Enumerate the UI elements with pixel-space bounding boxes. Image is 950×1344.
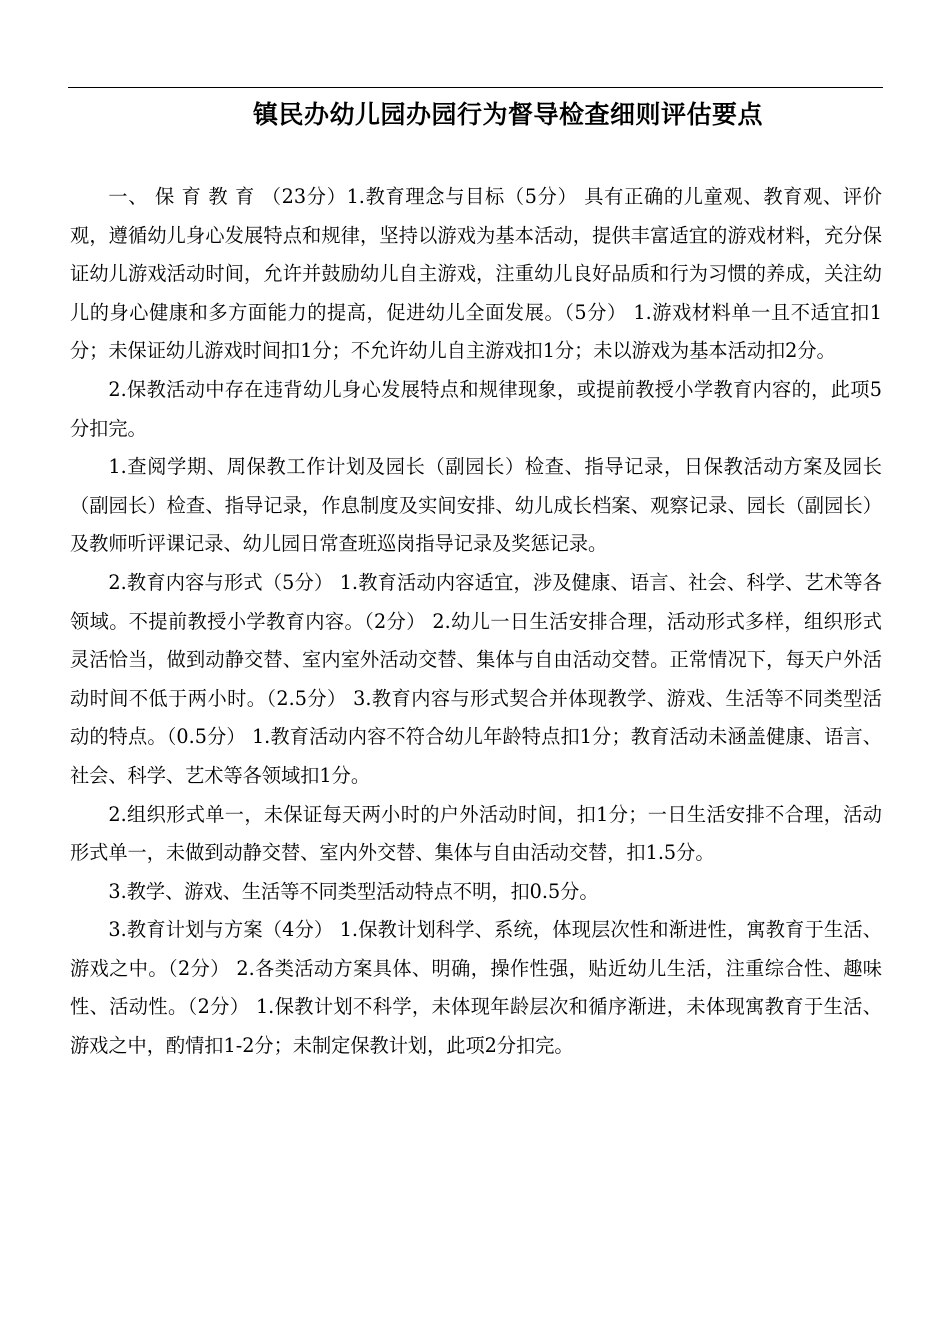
paragraph-activity-types-deduction: 3.教学、游戏、生活等不同类型活动特点不明，扣0.5分。 <box>108 879 599 903</box>
document-body <box>70 178 882 1066</box>
paragraph-inspection-records: 1.查阅学期、周保教工作计划及园长（副园长）检查、指导记录，日保教活动方案及园长（副园长）检查、指导记录，作息制度及实间安排、幼儿成长档案、观察记录、园长（副园长）及教师听评课记录、幼儿园日常查班巡岗指导记录及奖惩记录。 <box>70 455 882 556</box>
paragraph-organization-deduction: 2.组织形式单一，未保证每天两小时的户外活动时间，扣1分；一日生活安排不合理，活动形式单一，未做到动静交替、室内外交替、集体与自由活动交替，扣1.5分。 <box>70 802 882 865</box>
paragraph-care-education-philosophy: 一、 保 育 教 育 （23分）1.教育理念与目标（5分） 具有正确的儿童观、教育观、评价观，遵循幼儿身心发展特点和规律，坚持以游戏为基本活动，提供丰富适宜的游戏材料，充分保证幼儿游戏活动时间，允许并鼓励幼儿自主游戏，注重幼儿良好品质和行为习惯的养成，关注幼儿的身心健康和多方面能力的提高，促进幼儿全面发展。（5分） 1.游戏材料单一且不适宜扣1分；未保证幼儿游戏时间扣1分；不允许幼儿自主游戏扣1分；未以游戏为基本活动扣2分。 <box>70 185 882 363</box>
document-title: 镇民办幼儿园办园行为督导检查细则评估要点 <box>252 100 763 129</box>
header-rule <box>68 87 883 88</box>
paragraph-content-form: 2.教育内容与形式（5分） 1.教育活动内容适宜，涉及健康、语言、社会、科学、艺术等各领域。不提前教授小学教育内容。（2分） 2.幼儿一日生活安排合理，活动形式多样，组织形式灵活恰当，做到动静交替、室内室外活动交替、集体与自由活动交替。正常情况下，每天户外活动时间不低于两小时。（2.5分） 3.教育内容与形式契合并体现教学、游戏、生活等不同类型活动的特点。（0.5分） 1.教育活动内容不符合幼儿年龄特点扣1分；教育活动未涵盖健康、语言、社会、科学、艺术等各领域扣1分。 <box>70 570 882 787</box>
paragraph-violation-rule: 2.保教活动中存在违背幼儿身心发展特点和规律现象，或提前教授小学教育内容的，此项5分扣完。 <box>70 377 882 440</box>
paragraph-plans-schemes: 3.教育计划与方案（4分） 1.保教计划科学、系统，体现层次性和渐进性，寓教育于生活、游戏之中。（2分） 2.各类活动方案具体、明确，操作性强，贴近幼儿生活，注重综合性、趣味性、活动性。（2分） 1.保教计划不科学，未体现年龄层次和循序渐进，未体现寓教育于生活、游戏之中，酌情扣1-2分；未制定保教计划，此项2分扣完。 <box>70 918 882 1058</box>
